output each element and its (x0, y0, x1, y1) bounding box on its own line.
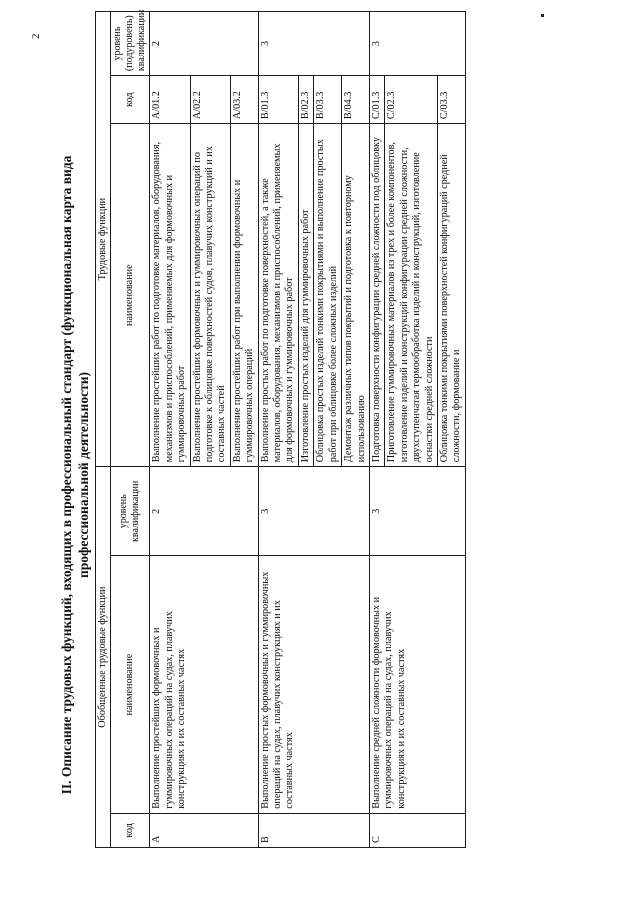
header-generalized: Обобщенные трудовые функции (96, 467, 111, 848)
function-code: C/03.3 (437, 76, 465, 124)
functions-table (95, 11, 466, 848)
function-name: Демонтаж различных типов покрытий и подготовка к повторному использованию (342, 124, 370, 467)
group-code: B (258, 813, 369, 847)
group-name: Выполнение средней сложности формовочных и гуммировочных операций на судах, плавучих конструкциях и их составных частях (369, 556, 465, 813)
header-name: наименование (111, 556, 150, 813)
function-sublevel: 2 (150, 12, 258, 76)
function-name: Выполнение простейших работ по подготовке материалов, оборудования, механизмов и приспособлений, применяемых для формовочных и гуммировочных работ (150, 124, 190, 467)
header-sublevel: уровень (подуровень) квалификации (111, 12, 150, 76)
function-sublevel: 3 (258, 12, 369, 76)
function-name: Облицовка тонкими покрытиями поверхностей конфигураций средней сложности, формование и (437, 124, 465, 467)
function-name: Приготовление гуммировочных материалов из трех и более компонентов, изготовление изделий и конструкций конфигурации средней сложности, двухступенчатая термообработка изделий и конструкций, изготовление оснастки средней сложности (385, 124, 438, 467)
function-name: Выполнение простейших работ при выполнении формовочных и гуммировочных операций (230, 124, 258, 467)
title-line-2: профессиональной деятельности) (76, 372, 91, 578)
group-level: 3 (369, 467, 465, 556)
header-labor-functions: Трудовые функции (96, 12, 111, 467)
function-sublevel: 3 (369, 12, 465, 76)
function-name: Выполнение простых работ по подготовке поверхностей, а также материалов, оборудования, механизмов и приспособлений, применяемых для формовочных и гуммировочных работ (258, 124, 298, 467)
table-row (150, 12, 190, 848)
group-code: C (369, 813, 465, 847)
function-code: C/02.3 (385, 76, 438, 124)
function-code: A/03.2 (230, 76, 258, 124)
function-name: Подготовка поверхности конфигурации средней сложности под облицовку (369, 124, 384, 467)
title-line-1: II. Описание трудовых функций, входящих в профессиональный стандарт (функциональная карта вида (59, 155, 74, 795)
function-code: B/03.3 (314, 76, 342, 124)
header-row-1 (96, 12, 111, 848)
function-code: B/02.3 (298, 76, 313, 124)
header-function-name: наименование (111, 124, 150, 467)
group-level: 2 (150, 467, 258, 556)
group-name: Выполнение простейших формовочных и гуммировочных операций на судах, плавучих конструкциях и их составных частях (150, 556, 258, 813)
page-number: 2 (30, 33, 42, 39)
table-row (258, 12, 298, 848)
function-code: A/01.2 (150, 76, 190, 124)
document-title (58, 105, 92, 845)
function-code: B/01.3 (258, 76, 298, 124)
group-code: A (150, 813, 258, 847)
function-code: C/01.3 (369, 76, 384, 124)
table-body (150, 12, 465, 848)
table-row (369, 12, 384, 848)
scan-speck (541, 14, 544, 17)
function-code: A/02.2 (190, 76, 230, 124)
group-level: 3 (258, 467, 369, 556)
header-function-code: код (111, 76, 150, 124)
header-code: код (111, 813, 150, 847)
function-name: Выполнение простейших формовочных и гуммировочных операций по подготовке к облицовке поверхностей судов, плавучих конструкций и их составных частей (190, 124, 230, 467)
function-name: Изготовление простых изделий для гуммировочных работ (298, 124, 313, 467)
function-name: Облицовка простых изделий тонкими покрытиями и выполнение простых работ при облицовке более сложных изделий (314, 124, 342, 467)
group-name: Выполнение простых формовочных и гуммировочных операций на судах, плавучих конструкциях и их составных частях (258, 556, 369, 813)
header-level: уровень квалификации (111, 467, 150, 556)
header-row-2 (111, 12, 150, 848)
function-code: B/04.3 (342, 76, 370, 124)
